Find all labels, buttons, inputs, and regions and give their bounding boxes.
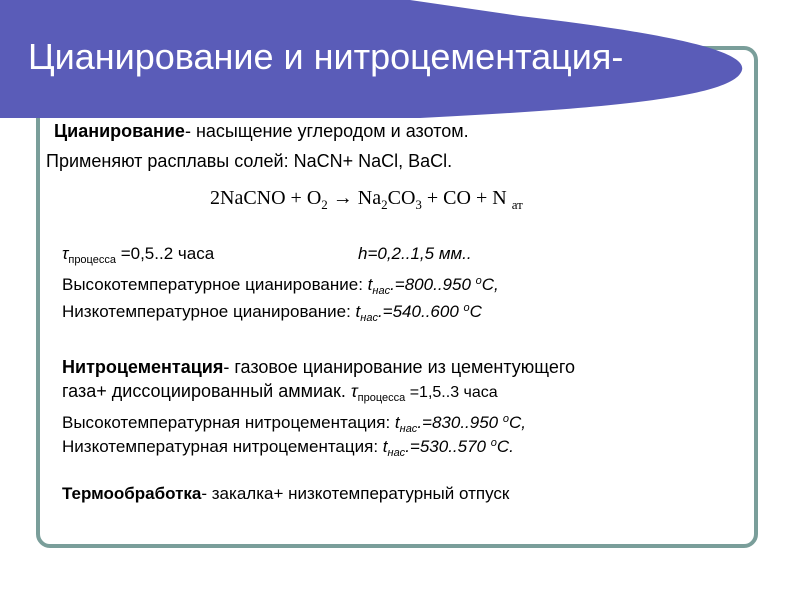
layer-depth: h=0,2..1,5 мм.. (358, 244, 472, 263)
high-temp-cyanidation (62, 271, 499, 301)
unit: С. (496, 437, 514, 456)
degree: о (490, 437, 497, 449)
t-subscript: нас (360, 312, 378, 324)
term-cyanidation: Цианирование (54, 121, 185, 141)
t-symbol: t (382, 437, 388, 456)
eq-sub-b: 2 (381, 197, 388, 212)
paragraph-cyanidation (54, 121, 469, 141)
label: Низкотемпературная нитроцементация: (62, 437, 383, 456)
eq-sub-d: ат (511, 197, 523, 212)
temperature-value: .=540..600 (377, 302, 464, 321)
label: Низкотемпературное цианирование: (62, 302, 356, 321)
tau-value: =0,5..2 часа (115, 244, 215, 263)
temperature-value: .=800..950 (390, 275, 476, 294)
term-heat-treatment: Термообработка (62, 484, 202, 503)
unit: С, (509, 413, 526, 432)
cyanidation-definition: - насыщение углеродом и азотом. (184, 121, 469, 141)
slide-title: Цианирование и нитроцементация- (28, 36, 624, 77)
tau-value: =1,5..3 часа (405, 384, 498, 401)
degree: о (475, 275, 482, 287)
t-subscript: нас (387, 447, 406, 459)
paragraph-salts: Применяют расплавы солей: NaCN+ NaCl, BaCl. (46, 151, 453, 171)
low-temp-nitrocementation (62, 433, 514, 463)
tau-symbol: τ (350, 381, 358, 401)
eq-sub-a: 2 (321, 197, 328, 212)
nitrocementation-definition-cont: газа+ диссоциированный аммиак. (62, 381, 351, 401)
chemical-equation (210, 187, 523, 213)
unit: С, (481, 275, 499, 294)
term-nitrocementation: Нитроцементация (62, 357, 224, 377)
temperature-value: .=830..950 (417, 413, 503, 432)
unit: С (469, 302, 482, 321)
eq-part-a: 2NaCNO + O (210, 187, 322, 209)
t-symbol: t (355, 302, 361, 321)
degree: о (502, 413, 509, 425)
t-subscript: нас (399, 423, 418, 435)
t-symbol: t (394, 413, 400, 432)
t-subscript: нас (372, 285, 391, 297)
eq-arrow: → (327, 187, 358, 209)
eq-part-c: CO (387, 187, 416, 209)
label: Высокотемпературная нитроцементация: (62, 413, 395, 432)
eq-part-d: + CO + N (421, 187, 512, 209)
paragraph-nitrocementation-cont (62, 381, 498, 408)
nitrocementation-definition: - газовое цианирование из цементующего (223, 357, 576, 377)
tau-subscript: процесса (357, 392, 406, 404)
t-symbol: t (367, 275, 373, 294)
tau-symbol: τ (62, 244, 69, 263)
heat-treatment-definition: - закалка+ низкотемпературный отпуск (201, 484, 510, 503)
label: Высокотемпературное цианирование: (62, 275, 368, 294)
paragraph-nitrocementation (62, 357, 575, 377)
paragraph-heat-treatment (62, 484, 509, 504)
degree: о (463, 302, 470, 314)
process-time-cyanidation (62, 244, 214, 270)
low-temp-cyanidation (62, 298, 482, 328)
eq-part-b: Na (357, 187, 382, 209)
temperature-value: .=530..570 (405, 437, 491, 456)
tau-subscript: процесса (68, 254, 116, 266)
eq-sub-c: 3 (415, 197, 422, 212)
